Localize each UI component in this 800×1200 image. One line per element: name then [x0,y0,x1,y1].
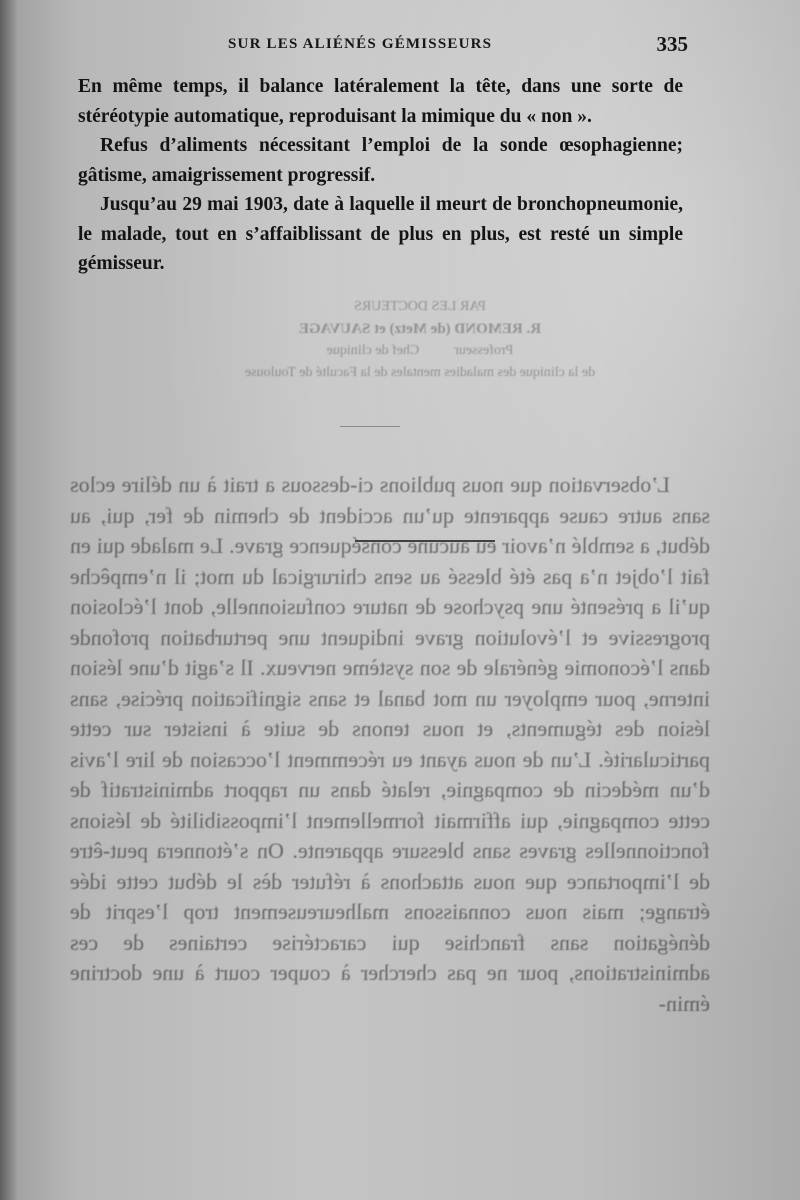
paragraph-refusal: Refus d’aliments nécessitant l’emploi de la sonde œsophagienne; gâtisme, amaigrissement progressif. [78,135,683,186]
paragraph-outcome: Jusqu’au 29 mai 1903, date à laquelle il meurt de bronchopneumonie, le malade, tout en s’affaiblissant de plus en plus, est resté un simple gémisseur. [78,194,683,274]
page-header [78,34,688,64]
show-through-paragraph: L’observation que nous publions ci-dessous a trait à un délire eclos sans autre cause apparente qu’un accident de chemin de fer, qui, au début, a semblé n’avoir eu aucune conséquence grave. Le malade qui en fait l’objet n’a pas été blessé au sens chirurgical du mot; il n’empêche qu’il a présenté une psychose de nature confusionnelle, dont l’éclosion progressive et l’évolution grave indiquent une perturbation profonde dans l’économie générale de son système nerveux. Il s’agit d’une lésion interne, pour employer un mot banal et sans signification précise, sans lésion des téguments, et nous tenons de suite à insister sur cette particularité. L’un de nous ayant eu récemment l’occasion de lire l’avis d’un médecin de compagnie, relaté dans un rapport administratif de cette compagnie, qui affirmait formellement l’impossibilité de lésions fonctionnelles graves sans blessure apparente. On s’étonnera peut-être de l’importance que nous attachons à réfuter dès le début cette idée étrange; mais nous connaissons malheureusement trop l’esprit de dénégation sans franchise qui caractérise certaines de ces administrations, pour ne pas chercher à couper court à une doctrine émin- [70,472,710,1016]
body-text [78,72,683,279]
show-through-heading-line: Professeur Chef de clinique [326,343,514,358]
show-through-heading [140,296,700,436]
show-through-heading-rule [340,426,400,427]
page-number: 335 [656,32,688,56]
show-through-text [70,470,710,1190]
show-through-heading-line: PAR LES DOCTEURS [354,299,486,314]
show-through-heading-line: de la clinique des maladies mentales de la Faculté de Toulouse [244,365,596,380]
paragraph-continuation: En même temps, il balance latéralement la tête, dans une sorte de stéréotypie automatique, reproduisant la mimique du « non ». [78,76,683,127]
running-head: SUR LES ALIÉNÉS GÉMISSEURS [228,36,493,52]
show-through-heading-line: R. REMOND (de Metz) et SAUVAGE [298,321,542,337]
binding-shadow [0,0,18,1200]
